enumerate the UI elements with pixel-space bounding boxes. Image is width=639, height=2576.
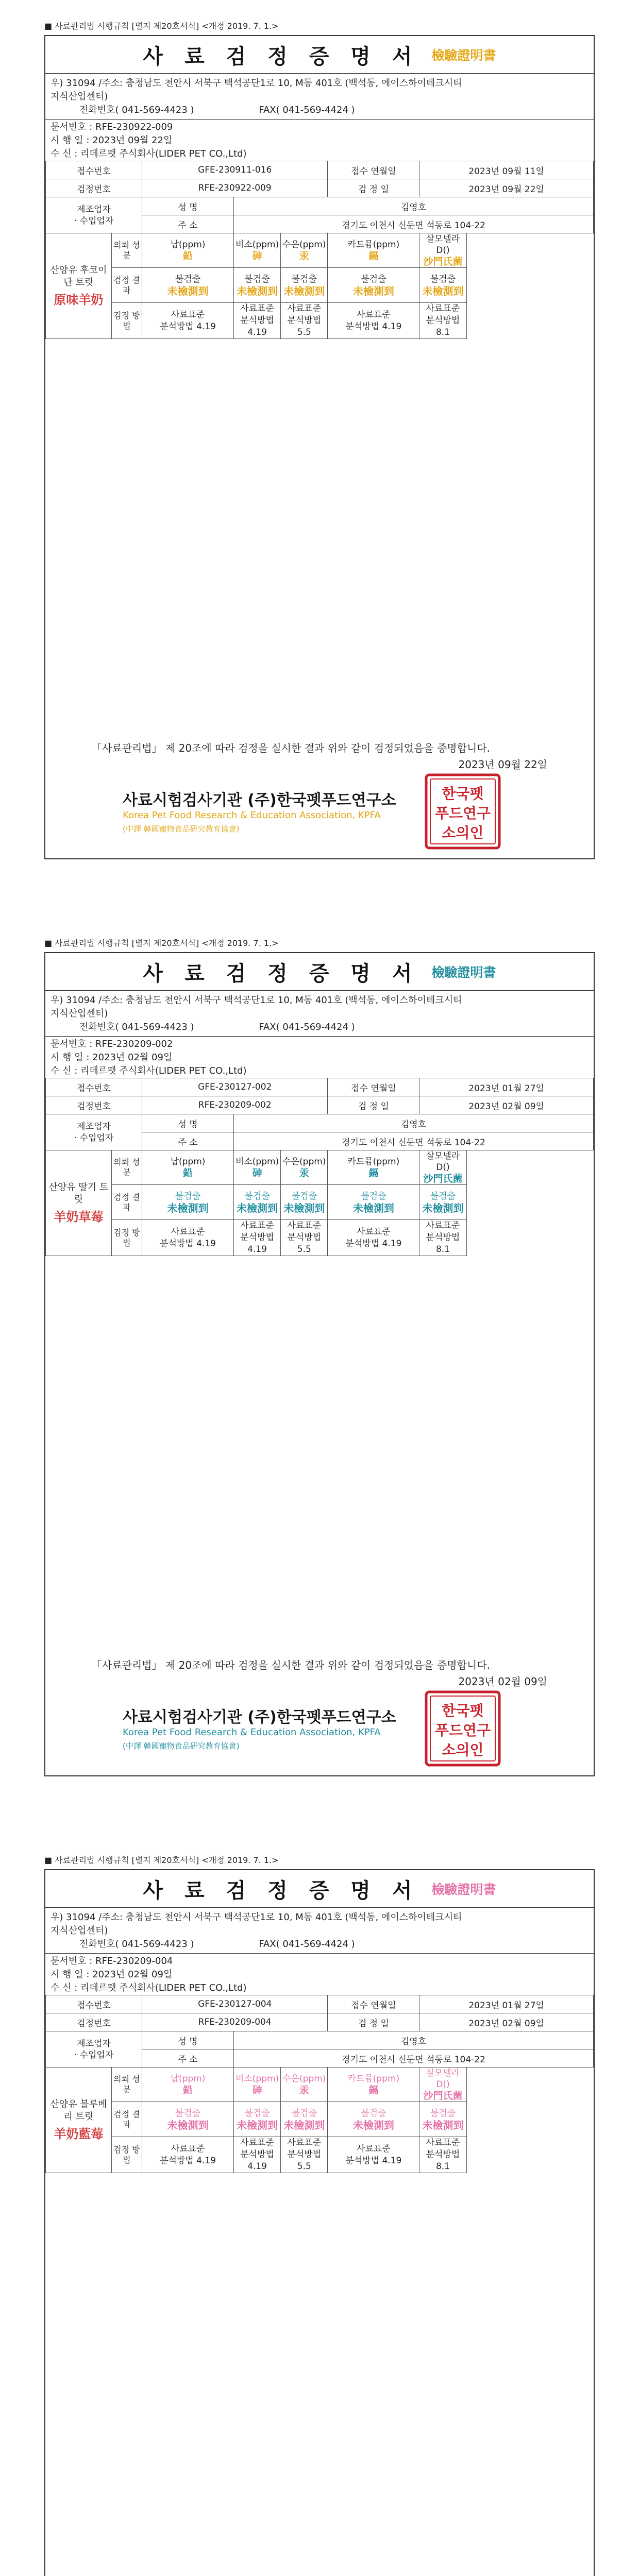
test-method-line: 분석방법 4.19 <box>345 321 402 332</box>
test-item-cell <box>142 233 234 268</box>
test-result-cell <box>281 268 328 303</box>
test-item-name-cn: 沙門氏菌 <box>423 1173 463 1184</box>
organization-name-cn: (中譯 韓國寵物食品研究教育協會) <box>123 824 240 834</box>
test-result: 불검출 <box>291 274 317 284</box>
test-method-cell <box>233 1220 280 1256</box>
svg-text:소의인: 소의인 <box>442 1741 484 1758</box>
table-row <box>46 1078 594 1096</box>
test-result: 불검출 <box>361 274 386 284</box>
test-method-line: 사료표준 <box>287 2138 322 2148</box>
test-methods-label: 검정 방법 <box>111 303 142 339</box>
test-result: 불검출 <box>175 1191 201 1201</box>
maker-label-cell <box>46 197 142 233</box>
test-result: 불검출 <box>361 2108 386 2119</box>
test-item-name: 살모넬라 D() <box>426 234 460 256</box>
test-method-line: 분석방법 8.1 <box>426 1232 460 1255</box>
test-date-value: 2023년 02월 09일 <box>419 2013 594 2031</box>
name-label: 성 명 <box>142 197 234 215</box>
test-result: 불검출 <box>244 2108 270 2119</box>
test-result-cn: 未檢測到 <box>237 2119 278 2131</box>
phone-number: 전화번호( 041-569-4423 ) <box>79 1939 194 1950</box>
document-number: 문서번호 : RFE-230922-009 <box>51 122 173 132</box>
recipient: 수 신 : 리데르펫 주식회사(LIDER PET CO.,Ltd) <box>51 1065 247 1076</box>
certificate-title-cn: 檢驗證明書 <box>431 1882 496 1897</box>
certificate-title: 사 료 검 정 증 명 서 <box>143 1878 419 1903</box>
table-row <box>46 161 594 179</box>
form-header-note: ■ 사료관리법 시행규칙 [별지 제20호서식] <개정 2019. 7. 1.> <box>44 938 279 948</box>
test-no-label: 검정번호 <box>46 2013 142 2031</box>
certificate-frame <box>44 35 595 859</box>
importer-label: · 수입업자 <box>74 1132 114 1143</box>
table-row <box>46 2137 594 2173</box>
maker-address: 경기도 이천시 신둔면 석동로 104-22 <box>233 2049 593 2067</box>
product-name: 산양유 블루베리 트릿 <box>50 2099 107 2122</box>
issuer-info <box>45 991 594 1078</box>
organization-name: 사료시험검사기관 (주)한국펫푸드연구소 <box>123 791 396 809</box>
test-method-cell <box>419 2137 466 2173</box>
organization-name-en: Korea Pet Food Research & Education Association, KPFA <box>123 810 381 821</box>
issue-date: 시 행 일 : 2023년 02월 09일 <box>51 1969 173 1980</box>
test-method-line: 분석방법 5.5 <box>287 1232 322 1255</box>
test-result-cell <box>328 268 419 303</box>
table-row <box>46 2031 594 2049</box>
certificate-table <box>45 1078 594 1256</box>
issuer-address-cont: 지식산업센터) <box>51 1925 108 1936</box>
test-result-cn: 未檢測到 <box>422 1201 464 1214</box>
test-method-line: 사료표준 <box>240 303 274 314</box>
table-row <box>46 1220 594 1256</box>
test-item-name-cn: 鎘 <box>368 1167 379 1179</box>
table-row <box>46 268 594 303</box>
test-item-name: 카드뮴(ppm) <box>347 1157 400 1167</box>
importer-label: · 수입업자 <box>74 215 114 226</box>
test-result-cn: 未檢測到 <box>422 2119 464 2131</box>
issuer-address: 우) 31094 /주소: 충청남도 천안시 서북구 백석공단1로 10, M동 401호 (백석동, 에이스하이테크시티 <box>51 78 462 89</box>
test-item-name: 카드뮴(ppm) <box>347 2074 400 2084</box>
test-item-name: 납(ppm) <box>170 1157 206 1167</box>
table-row <box>46 1995 594 2013</box>
test-item-name-cn: 鉛 <box>182 2084 193 2096</box>
test-result-cell <box>419 2102 466 2137</box>
test-item-cell <box>419 2067 466 2102</box>
test-result-cell <box>233 1185 280 1220</box>
test-item-cell <box>142 1150 234 1185</box>
svg-text:푸드연구: 푸드연구 <box>434 805 491 822</box>
recipient: 수 신 : 리데르펫 주식회사(LIDER PET CO.,Ltd) <box>51 148 247 159</box>
test-result-cn: 未檢測到 <box>283 284 325 297</box>
test-method-line: 사료표준 <box>426 1221 460 1231</box>
test-result: 불검출 <box>244 1191 270 1201</box>
test-method-cell <box>328 1220 419 1256</box>
requested-items-label: 의뢰 성분 <box>111 233 142 268</box>
test-date-value: 2023년 09월 22일 <box>419 179 594 197</box>
test-method-line: 분석방법 8.1 <box>426 2149 460 2172</box>
svg-text:한국펫: 한국펫 <box>442 1702 484 1719</box>
maker-name: 김영호 <box>233 197 593 215</box>
test-item-name: 비소(ppm) <box>235 240 279 250</box>
maker-name: 김영호 <box>233 1114 593 1132</box>
receipt-date-value: 2023년 09월 11일 <box>419 161 594 179</box>
certification-statement: 「사료관리법」 제 20조에 따라 검정을 실시한 결과 위와 같이 검정되었음을 증명합니다. <box>92 1659 490 1671</box>
maker-label-cell <box>46 2031 142 2067</box>
official-seal-icon <box>424 773 501 850</box>
name-label: 성 명 <box>142 2031 234 2049</box>
test-method-line: 사료표준 <box>357 309 391 320</box>
fax-number: FAX( 041-569-4424 ) <box>259 105 355 115</box>
maker-address: 경기도 이천시 신둔면 석동로 104-22 <box>233 215 593 233</box>
test-result-cell <box>142 1185 234 1220</box>
test-result-cell <box>281 1185 328 1220</box>
test-item-cell <box>328 233 419 268</box>
test-result-cell <box>328 1185 419 1220</box>
test-method-cell <box>419 303 466 339</box>
test-results-label: 검정 결과 <box>111 2102 142 2137</box>
test-item-name-cn: 汞 <box>299 2084 309 2096</box>
importer-label: · 수입업자 <box>74 2049 114 2060</box>
test-date-label: 검 정 일 <box>328 1096 419 1114</box>
title-row <box>45 1870 594 1908</box>
certificate-page <box>0 917 639 1793</box>
contact-line <box>51 1938 588 1951</box>
test-method-cell <box>233 303 280 339</box>
test-item-cell <box>281 1150 328 1185</box>
recipient: 수 신 : 리데르펫 주식회사(LIDER PET CO.,Ltd) <box>51 1982 247 1993</box>
product-name: 산양유 후코이단 트릿 <box>50 265 107 288</box>
test-method-line: 분석방법 4.19 <box>345 1238 402 1249</box>
test-method-cell <box>142 303 234 339</box>
maker-label: 제조업자 <box>77 2038 111 2049</box>
test-method-cell <box>142 2137 234 2173</box>
receipt-date-label: 접수 연월일 <box>328 1995 419 2013</box>
test-method-line: 분석방법 8.1 <box>426 315 460 337</box>
test-item-name: 수은(ppm) <box>282 2074 326 2084</box>
test-method-line: 분석방법 4.19 <box>240 2149 274 2172</box>
certification-statement: 「사료관리법」 제 20조에 따라 검정을 실시한 결과 위와 같이 검정되었음을 증명합니다. <box>92 742 490 754</box>
certificate-footer <box>45 730 594 858</box>
table-row <box>46 2013 594 2031</box>
test-result: 불검출 <box>175 274 201 284</box>
test-item-cell <box>233 1150 280 1185</box>
organization-name-en: Korea Pet Food Research & Education Association, KPFA <box>123 1727 381 1738</box>
test-item-cell <box>233 233 280 268</box>
test-result: 불검출 <box>430 2108 456 2119</box>
test-result-cell <box>142 268 234 303</box>
test-result-cn: 未檢測到 <box>352 2119 394 2131</box>
issuer-address-cont: 지식산업센터) <box>51 91 108 102</box>
test-results-label: 검정 결과 <box>111 268 142 303</box>
test-result-cn: 未檢測到 <box>167 284 209 297</box>
test-methods-label: 검정 방법 <box>111 1220 142 1256</box>
certificate-table <box>45 161 594 339</box>
organization-name: 사료시험검사기관 (주)한국펫푸드연구소 <box>123 1708 396 1726</box>
test-result-cell <box>233 268 280 303</box>
test-item-name: 살모넬라 D() <box>426 1151 460 1173</box>
requested-items-label: 의뢰 성분 <box>111 2067 142 2102</box>
test-item-cell <box>419 1150 466 1185</box>
organization-name-cn: (中譯 韓國寵物食品研究教育協會) <box>123 1741 240 1751</box>
fax-number: FAX( 041-569-4424 ) <box>259 1022 355 1032</box>
test-results-label: 검정 결과 <box>111 1185 142 1220</box>
test-item-name-cn: 鎘 <box>368 250 379 262</box>
test-method-line: 사료표준 <box>240 1221 274 1231</box>
address-label: 주 소 <box>142 1132 234 1150</box>
test-item-name-cn: 沙門氏菌 <box>423 2090 463 2102</box>
receipt-no-value: GFE-230911-016 <box>142 161 328 179</box>
divider <box>45 1953 594 1954</box>
test-no-label: 검정번호 <box>46 179 142 197</box>
receipt-date-label: 접수 연월일 <box>328 161 419 179</box>
form-header-note: ■ 사료관리법 시행규칙 [별지 제20호서식] <개정 2019. 7. 1.> <box>44 21 279 31</box>
test-result: 불검출 <box>430 1191 456 1201</box>
fax-number: FAX( 041-569-4424 ) <box>259 1939 355 1950</box>
test-method-cell <box>328 2137 419 2173</box>
document-number: 문서번호 : RFE-230209-002 <box>51 1039 173 1049</box>
test-result-cn: 未檢測到 <box>167 2119 209 2131</box>
test-no-value: RFE-230922-009 <box>142 179 328 197</box>
test-result-cn: 未檢測到 <box>352 1201 394 1214</box>
test-method-line: 사료표준 <box>287 303 322 314</box>
test-item-cell <box>281 233 328 268</box>
product-name-cn: 羊奶藍莓 <box>54 2127 104 2141</box>
test-method-line: 분석방법 5.5 <box>287 2149 322 2172</box>
receipt-date-value: 2023년 01월 27일 <box>419 1078 594 1096</box>
certificate-table <box>45 1995 594 2173</box>
table-row <box>46 303 594 339</box>
issuer-info <box>45 74 594 161</box>
table-row <box>46 179 594 197</box>
certificate-footer <box>45 1647 594 1775</box>
certificate-frame <box>44 952 595 1776</box>
test-date-label: 검 정 일 <box>328 179 419 197</box>
test-item-cell <box>142 2067 234 2102</box>
test-item-name: 비소(ppm) <box>235 2074 279 2084</box>
test-result-cn: 未檢測到 <box>422 284 464 297</box>
test-method-line: 사료표준 <box>426 303 460 314</box>
contact-line <box>51 104 588 117</box>
title-row <box>45 953 594 991</box>
test-method-line: 분석방법 4.19 <box>240 315 274 337</box>
test-item-name-cn: 砷 <box>252 2084 262 2096</box>
svg-text:소의인: 소의인 <box>442 824 484 841</box>
test-item-name: 납(ppm) <box>170 2074 206 2084</box>
issuer-info <box>45 1908 594 1995</box>
test-result-cn: 未檢測到 <box>352 284 394 297</box>
certificate-title: 사 료 검 정 증 명 서 <box>143 961 419 986</box>
table-row <box>46 197 594 215</box>
test-result-cell <box>419 268 466 303</box>
issuer-address-cont: 지식산업센터) <box>51 1008 108 1019</box>
issue-date: 시 행 일 : 2023년 09월 22일 <box>51 135 173 146</box>
certificate-page <box>0 1834 639 2576</box>
certificate-page <box>0 0 639 876</box>
test-method-line: 사료표준 <box>240 2138 274 2148</box>
test-result: 불검출 <box>291 2108 317 2119</box>
document-number: 문서번호 : RFE-230209-004 <box>51 1956 173 1967</box>
table-row <box>46 1114 594 1132</box>
name-label: 성 명 <box>142 1114 234 1132</box>
product-name-cn: 羊奶草莓 <box>54 1210 104 1224</box>
table-row <box>46 233 594 268</box>
test-item-name-cn: 沙門氏菌 <box>423 256 463 267</box>
maker-label-cell <box>46 1114 142 1150</box>
test-method-line: 분석방법 4.19 <box>345 2155 402 2166</box>
test-result: 불검출 <box>361 1191 386 1201</box>
receipt-no-value: GFE-230127-002 <box>142 1078 328 1096</box>
test-result-cell <box>281 2102 328 2137</box>
test-item-name: 카드뮴(ppm) <box>347 240 400 250</box>
test-result: 불검출 <box>291 1191 317 1201</box>
test-method-line: 분석방법 4.19 <box>240 1232 274 1255</box>
test-method-line: 분석방법 4.19 <box>160 2155 216 2166</box>
table-row <box>46 2102 594 2137</box>
test-method-cell <box>328 303 419 339</box>
form-header-note: ■ 사료관리법 시행규칙 [별지 제20호서식] <개정 2019. 7. 1.> <box>44 1855 279 1865</box>
test-result: 불검출 <box>430 274 456 284</box>
test-method-cell <box>233 2137 280 2173</box>
test-method-line: 분석방법 4.19 <box>160 321 216 332</box>
test-method-cell <box>281 1220 328 1256</box>
receipt-no-value: GFE-230127-004 <box>142 1995 328 2013</box>
certificate-title: 사 료 검 정 증 명 서 <box>143 44 419 69</box>
test-item-cell <box>281 2067 328 2102</box>
test-result: 불검출 <box>175 2108 201 2119</box>
test-method-cell <box>281 2137 328 2173</box>
test-item-name-cn: 鉛 <box>182 250 193 262</box>
official-seal-icon <box>424 1690 501 1767</box>
maker-label: 제조업자 <box>77 1121 111 1132</box>
certificate-title-cn: 檢驗證明書 <box>431 965 496 980</box>
receipt-no-label: 접수번호 <box>46 1995 142 2013</box>
test-item-name: 납(ppm) <box>170 240 206 250</box>
certification-date: 2023년 02월 09일 <box>458 1675 547 1688</box>
test-method-cell <box>281 303 328 339</box>
test-result-cn: 未檢測到 <box>237 1201 278 1214</box>
product-name-cn: 原味羊奶 <box>54 293 104 307</box>
test-item-name-cn: 砷 <box>252 250 262 262</box>
test-method-line: 사료표준 <box>171 2143 205 2154</box>
divider <box>45 1036 594 1037</box>
certificate-frame <box>44 1869 595 2576</box>
certification-date: 2023년 09월 22일 <box>458 758 547 771</box>
test-method-line: 사료표준 <box>357 1226 391 1237</box>
test-method-line: 사료표준 <box>287 1221 322 1231</box>
receipt-no-label: 접수번호 <box>46 1078 142 1096</box>
test-item-name-cn: 汞 <box>299 250 309 262</box>
test-item-name-cn: 砷 <box>252 1167 262 1179</box>
test-method-line: 분석방법 4.19 <box>160 1238 216 1249</box>
test-item-name-cn: 鉛 <box>182 1167 193 1179</box>
test-method-cell <box>419 1220 466 1256</box>
table-row <box>46 1096 594 1114</box>
test-method-line: 사료표준 <box>357 2143 391 2154</box>
certificate-footer <box>45 2564 594 2576</box>
test-item-name-cn: 汞 <box>299 1167 309 1179</box>
table-row <box>46 2067 594 2102</box>
receipt-date-value: 2023년 01월 27일 <box>419 1995 594 2013</box>
test-item-name: 비소(ppm) <box>235 1157 279 1167</box>
table-row <box>46 1185 594 1220</box>
test-no-value: RFE-230209-002 <box>142 1096 328 1114</box>
test-item-cell <box>328 1150 419 1185</box>
test-item-name: 수은(ppm) <box>282 1157 326 1167</box>
address-label: 주 소 <box>142 215 234 233</box>
test-item-cell <box>419 233 466 268</box>
test-item-name-cn: 鎘 <box>368 2084 379 2096</box>
issue-date: 시 행 일 : 2023년 02월 09일 <box>51 1052 173 1063</box>
test-date-value: 2023년 02월 09일 <box>419 1096 594 1114</box>
product-cell <box>46 233 112 339</box>
test-method-line: 분석방법 5.5 <box>287 315 322 337</box>
issuer-address: 우) 31094 /주소: 충청남도 천안시 서북구 백석공단1로 10, M동 401호 (백석동, 에이스하이테크시티 <box>51 1912 462 1923</box>
test-result-cn: 未檢測到 <box>167 1201 209 1214</box>
table-row <box>46 1150 594 1185</box>
contact-line <box>51 1021 588 1034</box>
requested-items-label: 의뢰 성분 <box>111 1150 142 1185</box>
svg-text:푸드연구: 푸드연구 <box>434 1722 491 1739</box>
test-result-cell <box>419 1185 466 1220</box>
test-result-cell <box>142 2102 234 2137</box>
receipt-no-label: 접수번호 <box>46 161 142 179</box>
certification-statement <box>92 2574 490 2576</box>
certificate-title-cn: 檢驗證明書 <box>431 48 496 63</box>
test-item-name: 수은(ppm) <box>282 240 326 250</box>
issuer-address: 우) 31094 /주소: 충청남도 천안시 서북구 백석공단1로 10, M동 401호 (백석동, 에이스하이테크시티 <box>51 995 462 1006</box>
test-item-name: 살모넬라 D() <box>426 2068 460 2090</box>
svg-text:한국펫: 한국펫 <box>442 785 484 802</box>
test-item-cell <box>233 2067 280 2102</box>
maker-name: 김영호 <box>233 2031 593 2049</box>
test-method-cell <box>142 1220 234 1256</box>
test-item-cell <box>328 2067 419 2102</box>
product-name: 산양유 딸기 트릿 <box>48 1182 109 1205</box>
test-result-cn: 未檢測到 <box>283 1201 325 1214</box>
test-result-cn: 未檢測到 <box>283 2119 325 2131</box>
test-result: 불검출 <box>244 274 270 284</box>
title-row <box>45 36 594 74</box>
test-result-cell <box>328 2102 419 2137</box>
phone-number: 전화번호( 041-569-4423 ) <box>79 105 194 115</box>
product-cell <box>46 1150 112 1256</box>
receipt-date-label: 접수 연월일 <box>328 1078 419 1096</box>
product-cell <box>46 2067 112 2173</box>
test-method-line: 사료표준 <box>426 2138 460 2148</box>
test-methods-label: 검정 방법 <box>111 2137 142 2173</box>
address-label: 주 소 <box>142 2049 234 2067</box>
test-no-label: 검정번호 <box>46 1096 142 1114</box>
test-method-line: 사료표준 <box>171 309 205 320</box>
divider <box>45 119 594 120</box>
test-result-cell <box>233 2102 280 2137</box>
test-result-cn: 未檢測到 <box>237 284 278 297</box>
test-method-line: 사료표준 <box>171 1226 205 1237</box>
maker-address: 경기도 이천시 신둔면 석동로 104-22 <box>233 1132 593 1150</box>
test-no-value: RFE-230209-004 <box>142 2013 328 2031</box>
maker-label: 제조업자 <box>77 204 111 215</box>
phone-number: 전화번호( 041-569-4423 ) <box>79 1022 194 1032</box>
test-date-label: 검 정 일 <box>328 2013 419 2031</box>
